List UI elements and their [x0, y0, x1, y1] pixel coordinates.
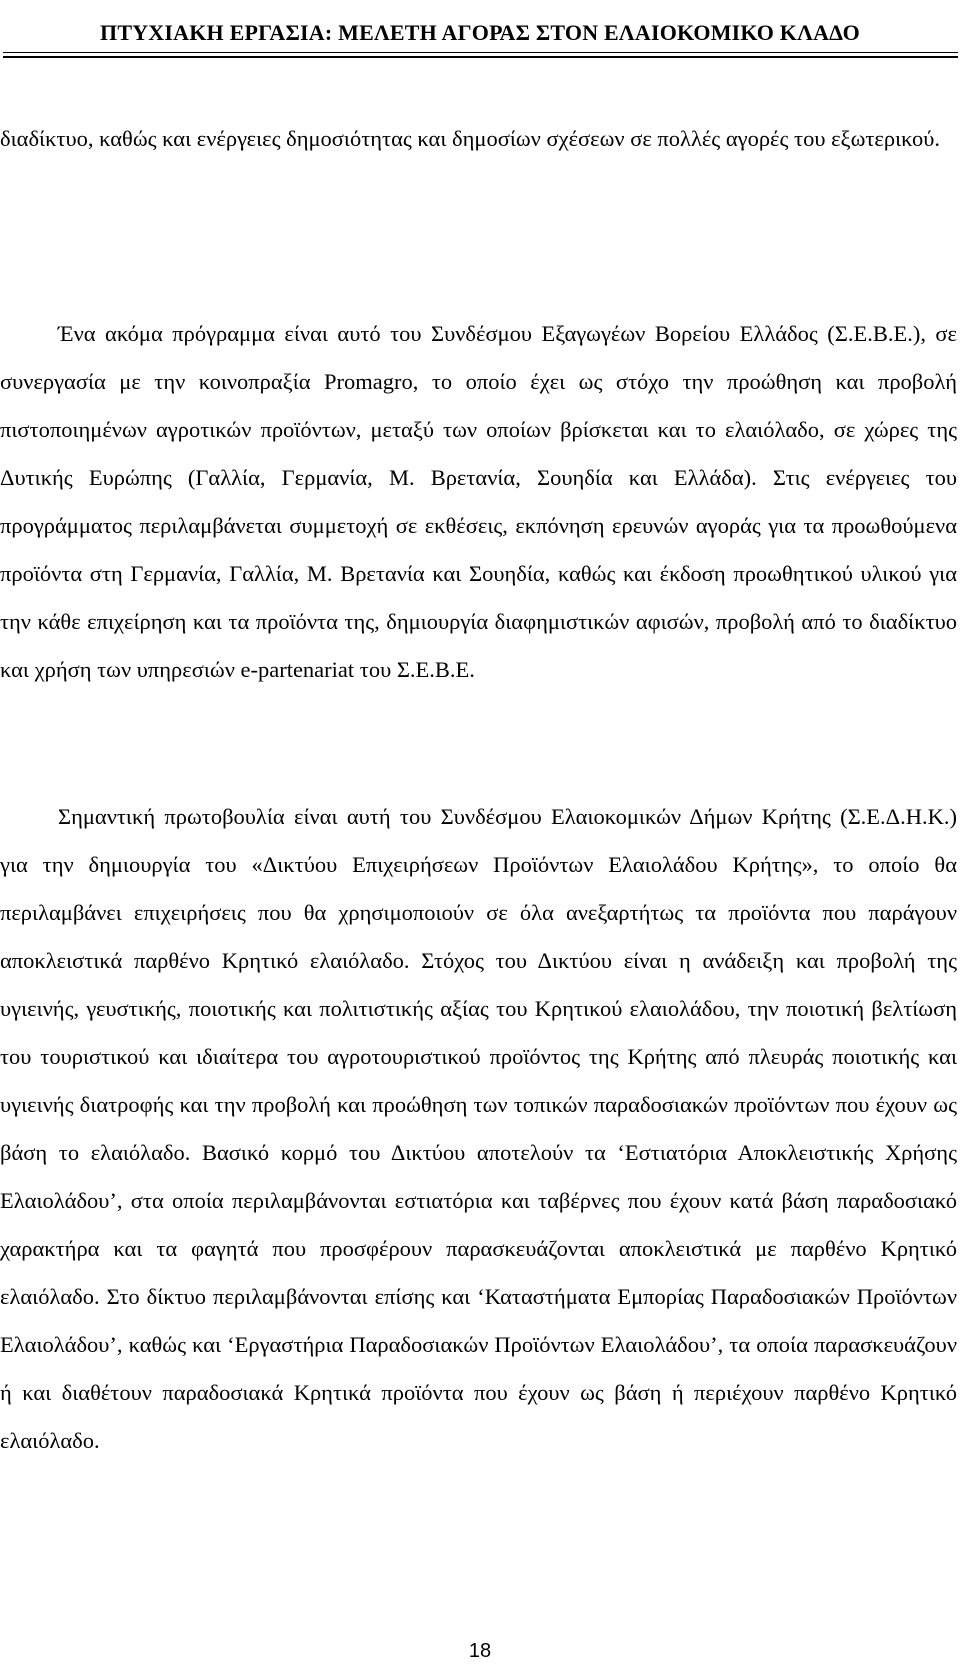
page-header-title: ΠΤΥΧΙΑΚΗ ΕΡΓΑΣΙΑ: ΜΕΛΕΤΗ ΑΓΟΡΑΣ ΣΤΟΝ ΕΛΑΙΟΚΟΜΙΚΟ ΚΛΑΔΟ [100, 20, 860, 45]
header-rule [3, 52, 958, 53]
body-paragraph: Ένα ακόμα πρόγραμμα είναι αυτό του Συνδέσμου Εξαγωγέων Βορείου Ελλάδος (Σ.Ε.Β.Ε.), σε συνεργασία με την κοινοπραξία Promagro, το οποίο έχει ως στόχο την προώθηση και προβολή πιστοποιημένων αγροτικών προϊόντων, μεταξύ των οποίων βρίσκεται και το ελαιόλαδο, σε χώρες της Δυτικής Ευρώπης (Γαλλία, Γερμανία, Μ. Βρετανία, Σουηδία και Ελλάδα). Στις ενέργειες του προγράμματος περιλαμβάνεται συμμετοχή σε εκθέσεις, εκπόνηση ερευνών αγοράς για τα προωθούμενα προϊόντα στη Γερμανία, Γαλλία, Μ. Βρετανία και Σουηδία, καθώς και έκδοση προωθητικού υλικού για την κάθε επιχείρηση και τα προϊόντα της, δημιουργία διαφημιστικών αφισών, προβολή από το διαδίκτυο και χρήση των υπηρεσιών e-partenariat του Σ.Ε.Β.Ε. [0, 321, 957, 682]
page-number: 18 [468, 1640, 492, 1662]
body-paragraph: διαδίκτυο, καθώς και ενέργειες δημοσιότητας και δημοσίων σχέσεων σε πολλές αγορές του εξωτερικού. [0, 126, 941, 151]
header-rule-thick [3, 56, 958, 58]
body-paragraph: Σημαντική πρωτοβουλία είναι αυτή του Συνδέσμου Ελαιοκομικών Δήμων Κρήτης (Σ.Ε.Δ.Η.Κ.) για την δημιουργία του «Δικτύου Επιχειρήσεων Προϊόντων Ελαιολάδου Κρήτης», το οποίο θα περιλαμβάνει επιχειρήσεις που θα χρησιμοποιούν σε όλα ανεξαρτήτως τα προϊόντα που παράγουν αποκλειστικά παρθένο Κρητικό ελαιόλαδο. Στόχος του Δικτύου είναι η ανάδειξη και προβολή της υγιεινής, γευστικής, ποιοτικής και πολιτιστικής αξίας του Κρητικού ελαιολάδου, την ποιοτική βελτίωση του τουριστικού και ιδιαίτερα του αγροτουριστικού προϊόντος της Κρήτης από πλευράς ποιοτικής και υγιεινής διατροφής και την προβολή και προώθηση των τοπικών παραδοσιακών προϊόντων που έχουν ως βάση το ελαιόλαδο. Βασικό κορμό του Δικτύου αποτελούν τα ‘Εστιατόρια Αποκλειστικής Χρήσης Ελαιολάδου’, στα οποία περιλαμβάνονται εστιατόρια και ταβέρνες που έχουν κατά βάση παραδοσιακό χαρακτήρα και τα φαγητά που προσφέρουν παρασκευάζονται αποκλειστικά με παρθένο Κρητικό ελαιόλαδο. Στο δίκτυο περιλαμβάνονται επίσης και ‘Καταστήματα Εμπορίας Παραδοσιακών Προϊόντων Ελαιολάδου’, καθώς και ‘Εργαστήρια Παραδοσιακών Προϊόντων Ελαιολάδου’, τα οποία παρασκευάζουν ή και διαθέτουν παραδοσιακά Κρητικά προϊόντα που έχουν ως βάση ή περιέχουν παρθένο Κρητικό ελαιόλαδο. [0, 804, 957, 1453]
